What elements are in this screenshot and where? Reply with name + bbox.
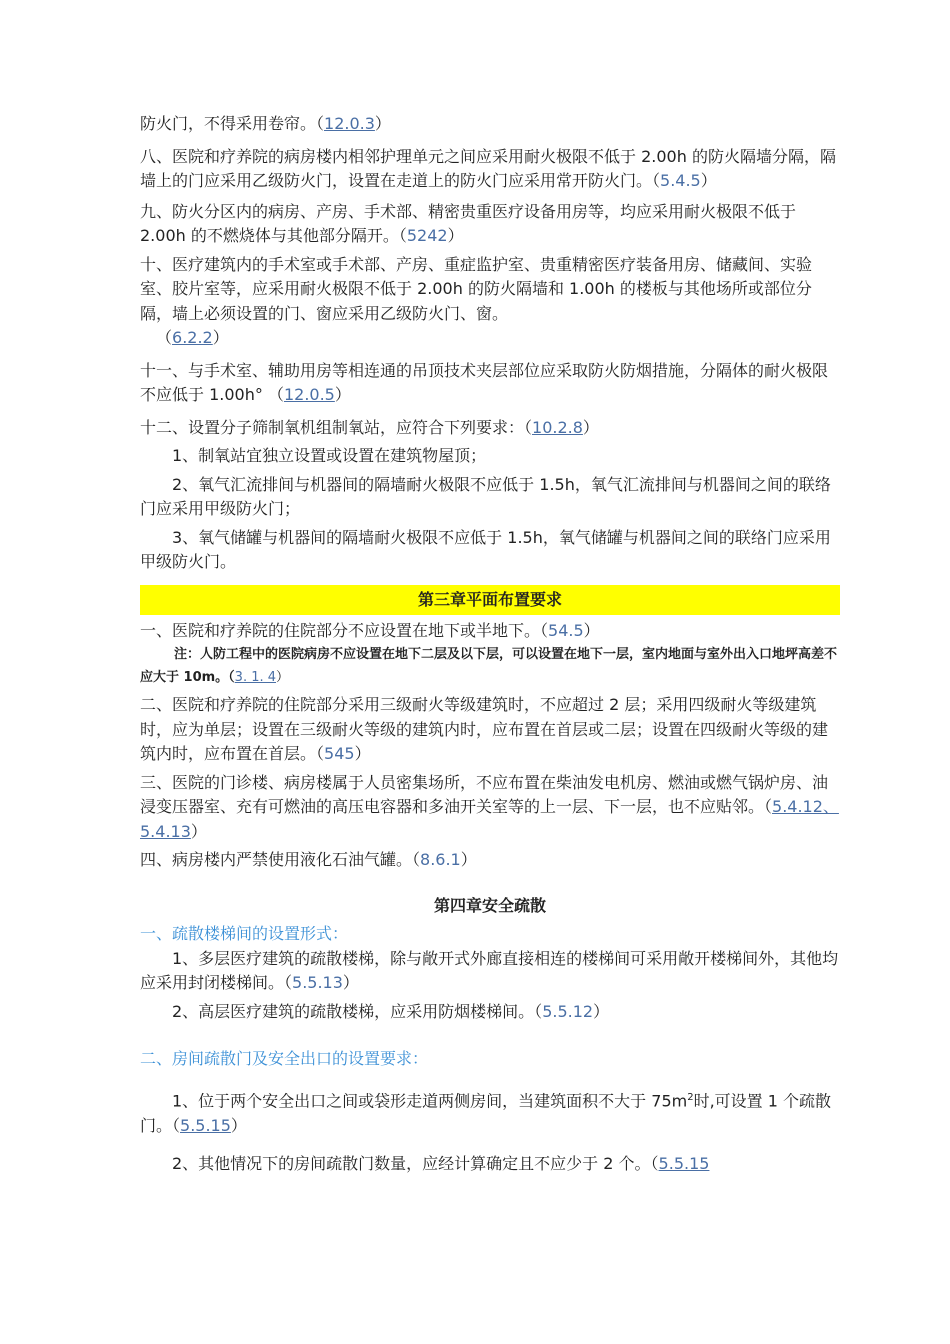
superscript: 2 <box>687 1092 694 1103</box>
clause-reference-link[interactable]: 5.5.15 <box>180 1115 231 1135</box>
clause-reference-link[interactable]: 6.2.2 <box>172 328 213 347</box>
chapter-heading: 第四章安全疏散 <box>433 895 546 915</box>
clause-reference-link[interactable]: 3. 1. 4 <box>234 670 277 685</box>
paragraph-text: ） <box>190 821 207 841</box>
paragraph-text: 九、防火分区内的病房、产房、手术部、精密贵重医疗设备用房等，均应采用耐火极限不低于 2.00h 的不燃烧体与其他部分隔开。（ <box>140 201 797 245</box>
clause-reference-link[interactable]: 12.0.5 <box>283 385 335 404</box>
paragraph-text: 四、病房楼内严禁使用液化石油气罐。（ <box>140 850 421 869</box>
paragraph-text: ） <box>230 1115 247 1135</box>
paragraph-text: 十一、与手术室、辅助用房等相连通的吊顶技术夹层部位应采取防火防烟措施，分隔体的耐火极限不应低于 1.00h° （ <box>140 360 829 404</box>
clause-reference: 54.5 <box>548 620 584 640</box>
paragraph <box>140 693 840 767</box>
paragraph <box>140 848 840 873</box>
paragraph-text: ） <box>583 620 600 640</box>
paragraph-text: 十二、设置分子筛制氧机组制氧站，应符合下列要求：（ <box>140 417 533 437</box>
paragraph-text: 一、医院和疗养院的住院部分不应设置在地下或半地下。（ <box>140 620 549 640</box>
paragraph <box>140 416 840 441</box>
paragraph-text: ） <box>374 114 391 133</box>
paragraph-text: （ <box>156 328 173 347</box>
paragraph-text: 八、医院和疗养院的病房楼内相邻护理单元之间应采用耐火极限不低于 2.00h 的防火隔墙分隔，隔墙上的门应采用乙级防火门，设置在走道上的防火门应采用常开防火门。（ <box>140 146 836 190</box>
paragraph-text: 三、医院的门诊楼、病房楼属于人员密集场所，不应布置在柴油发电机房、燃油或燃气锅炉房、油浸变压器室、充有可燃油的高压电容器和多油开关室等的上一层、下一层，也不应贴邻。（ <box>140 772 829 816</box>
paragraph-text: 二、医院和疗养院的住院部分采用三级耐火等级建筑时，不应超过 2 层；采用四级耐火等级建筑时，应为单层；设置在三级耐火等级的建筑内时，应布置在首层或二层；设置在四级耐火等级的建筑内时，应布置在首层。（ <box>140 695 829 763</box>
paragraph-text: ） <box>212 328 229 347</box>
list-item <box>140 1086 840 1138</box>
clause-reference: 5.5.12 <box>542 1001 594 1021</box>
paragraph-text: 1、位于两个安全出口之间或袋形走道两侧房间，当建筑面积不大于 75m <box>172 1091 688 1111</box>
paragraph <box>140 200 840 249</box>
list-item <box>140 1000 840 1025</box>
clause-reference: 8.6.1 <box>420 850 461 869</box>
paragraph-text: ） <box>334 385 351 404</box>
note-text: 注：人防工程中的医院病房不应设置在地下二层及以下层，可以设置在地下一层，室内地面与室外出入口地坪高差不应大于 10m。（ <box>140 647 838 685</box>
clause-reference: 5.5.13 <box>292 973 343 992</box>
paragraph-text: 十、医疗建筑内的手术室或手术部、产房、重症监护室、贵重精密医疗装备用房、储藏间、实验室、胶片室等，应采用耐火极限不低于 2.00h 的防火隔墙和 1.00h 的楼板与其他场所或部位分隔，墙上必须设置的门、窗应采用乙级防火门、窗。 <box>140 254 813 323</box>
paragraph-text: ） <box>593 1001 610 1021</box>
section-heading: 一、疏散楼梯间的设置形式： <box>140 923 349 943</box>
list-item: 2、氧气汇流排间与机器间的隔墙耐火极限不应低于 1.5h，氧气汇流排间与机器间之间的联络门应采用甲级防火门； <box>140 474 831 518</box>
list-item <box>140 1152 840 1177</box>
paragraph <box>140 359 840 408</box>
chapter-heading: 第三章平面布置要求 <box>140 585 840 615</box>
paragraph-text: ） <box>447 226 464 245</box>
paragraph-text: ） <box>342 973 359 992</box>
paragraph-text: 时,可设置 1 个疏散门。（ <box>140 1091 832 1135</box>
clause-reference: 5.4.5 <box>660 171 701 190</box>
paragraph-text: 2、高层医疗建筑的疏散楼梯，应采用防烟楼梯间。（ <box>172 1001 543 1021</box>
clause-reference-link[interactable]: 12.0.3 <box>324 114 375 133</box>
note-text: ） <box>276 670 290 685</box>
paragraph-text: 1、多层医疗建筑的疏散楼梯，除与敞开式外廊直接相连的楼梯间可采用敞开楼梯间外，其他均应采用封闭楼梯间。（ <box>140 948 839 992</box>
paragraph <box>140 112 840 137</box>
note-paragraph <box>140 643 840 689</box>
paragraph <box>140 771 840 845</box>
paragraph <box>140 145 840 194</box>
paragraph-text: ） <box>700 171 717 190</box>
clause-reference-link[interactable]: 5.5.15 <box>658 1154 710 1174</box>
paragraph-text: ） <box>460 850 477 869</box>
clause-reference: 5242 <box>406 226 448 245</box>
paragraph <box>140 253 840 351</box>
paragraph-text: 防火门，不得采用卷帘。（ <box>140 114 325 133</box>
section-heading: 二、房间疏散门及安全出口的设置要求： <box>140 1049 429 1068</box>
clause-reference-link[interactable]: 10.2.8 <box>532 417 583 437</box>
clause-reference: 545 <box>324 744 355 763</box>
paragraph-text: 2、其他情况下的房间疏散门数量，应经计算确定且不应少于 2 个。（ <box>172 1154 659 1174</box>
clause-reference-link[interactable]: 5.4.12、5.4.13 <box>140 797 839 841</box>
list-item <box>140 947 840 996</box>
list-item: 3、氧气储罐与机器间的隔墙耐火极限不应低于 1.5h，氧气储罐与机器间之间的联络门应采用甲级防火门。 <box>140 527 831 571</box>
list-item: 1、制氧站宜独立设置或设置在建筑物屋顶； <box>172 446 487 465</box>
document-page <box>140 112 840 1177</box>
paragraph-text: ） <box>582 417 599 437</box>
paragraph-text: ） <box>354 744 371 763</box>
paragraph <box>140 619 840 644</box>
